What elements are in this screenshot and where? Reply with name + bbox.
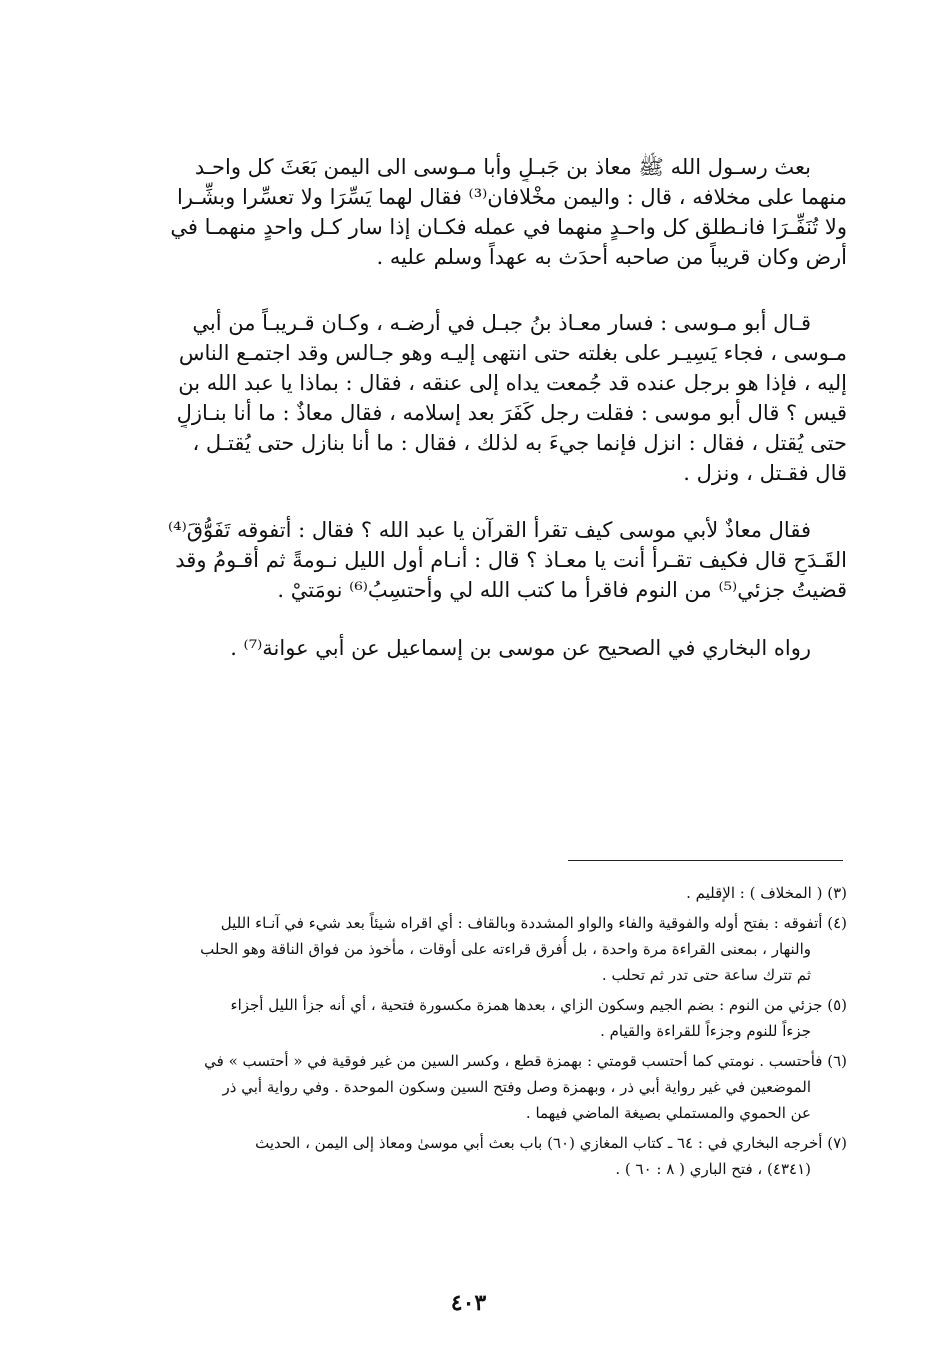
text-line: قال فقـتل ، ونزل .	[683, 461, 847, 485]
footnote-line: (٤٣٤١) ، فتح الباري ( ٨ : ٦٠ ) .	[615, 1160, 811, 1178]
footnote-line: ثم تترك ساعة حتى تدر ثم تحلب .	[601, 966, 811, 984]
text-line: إليه ، فإذا هو برجل عنده قد جُمعت يداه إلى عنقه ، فقال : بماذا يا عبد الله بن	[178, 371, 847, 395]
footnote-line: (٥) جزئي من النوم : بضم الجيم وسكون الزاي ، بعدها همزة مكسورة فتحية ، أي أنه جزأ الليل أجزاء	[230, 996, 847, 1014]
footnote	[112, 1130, 847, 1182]
text-line: مـوسى ، فجاء يَسِيـر على بغلته حتى انتهى إليـه وهو جـالس وقد اجتمـع الناس	[178, 341, 847, 365]
footnote	[112, 910, 847, 988]
paragraph	[112, 308, 847, 488]
text-line: منهما على مخلافه ، قال : واليمن مخْلافان⁽³⁾ فقال لهما يَسِّرَا ولا تعسِّرا وبشِّـرا	[177, 185, 847, 209]
footnote-line: (٧) أخرجه البخاري في : ٦٤ ـ كتاب المغازي (٦٠) باب بعث أبي موسىٰ ومعاذ إلى اليمن ، الحديث	[255, 1134, 847, 1152]
footnote-line: (٣) ( المخلاف ) : الإقليم .	[686, 884, 847, 902]
text-line: بعث رسـول الله ﷺ معاذ بن جَبـلٍ وأبا مـوسى الى اليمن بَعَثَ كل واحـد	[194, 155, 811, 179]
footnote-line: (٤) أتفوقه : بفتح أوله والفوقية والفاء والواو المشددة وبالقاف : أي اقراه شيئاً بعد شيء في آنـاء الليل	[220, 914, 847, 932]
text-line: حتى يُقتل ، فقال : انزل فإنما جيءَ به لذلك ، فقال : ما أنا بنازل حتى يُقتـل ،	[192, 431, 847, 455]
footnote-line: عن الحموي والمستملي بصيغة الماضي فيهما .	[525, 1104, 811, 1122]
paragraph	[112, 515, 847, 605]
text-line: فقال معاذٌ لأبي موسى كيف تقرأ القرآن يا عبد الله ؟ فقال : أتفوقه تَفَوُّقَ⁽⁴⁾	[167, 518, 811, 542]
footnote-line: الموضعين في غير رواية أبي ذر ، وبهمزة وصل وفتح السين وسكون الموحدة . وفي رواية أبي ذر	[222, 1078, 811, 1096]
footnote	[112, 880, 847, 906]
page-number: ٤٠٣	[450, 1290, 487, 1316]
main-text	[112, 152, 847, 694]
footnote	[112, 1048, 847, 1126]
text-line: أرض وكان قريباً من صاحبه أحدَث به عهداً وسلم عليه .	[376, 245, 847, 269]
footnote-line: والنهار ، بمعنى القراءة مرة واحدة ، بل أُفرق قراءته على أوقات ، مأخوذ من فواق الناقة وهو الحلب	[200, 940, 811, 958]
text-line: ولا تُنَفِّـرَا فانـطلق كل واحـدٍ منهما في عمله فكـان إذا سار كـل واحدٍ منهمـا في	[170, 215, 847, 239]
footnote-line: جزءاً للنوم وجزءاً للقراءة والقيام .	[600, 1022, 811, 1040]
text-line: قضيتُ جزئي⁽⁵⁾ من النوم فاقرأ ما كتب الله لي وأحتسِبُ⁽⁶⁾ نومَتيْ .	[277, 578, 847, 602]
footnote	[112, 992, 847, 1044]
text-line: رواه البخاري في الصحيح عن موسى بن إسماعيل عن أبي عوانة⁽⁷⁾ .	[230, 636, 811, 660]
footnotes	[112, 880, 847, 1186]
paragraph	[112, 633, 847, 663]
paragraph	[112, 152, 847, 272]
text-line: قـال أبو مـوسى : فسار معـاذ بنُ جبـل في أرضـه ، وكـان قـريبـاً من أبي	[192, 311, 811, 335]
text-line: القَـدَحِ قال فكيف تقـرأ أنت يا معـاذ ؟ قال : أنـام أول الليل نـومةً ثم أقـومُ وقد	[175, 548, 847, 572]
text-line: قيس ؟ قال أبو موسى : فقلت رجل كَفَرَ بعد إسلامه ، فقال معاذٌ : ما أنا بنـازلٍ	[176, 401, 847, 425]
footnote-line: (٦) فأحتسب . نومتي كما أحتسب قومتي : بهمزة قطع ، وكسر السين من غير فوقية في « أحتسب » في	[204, 1052, 847, 1070]
footnote-divider	[568, 860, 843, 861]
